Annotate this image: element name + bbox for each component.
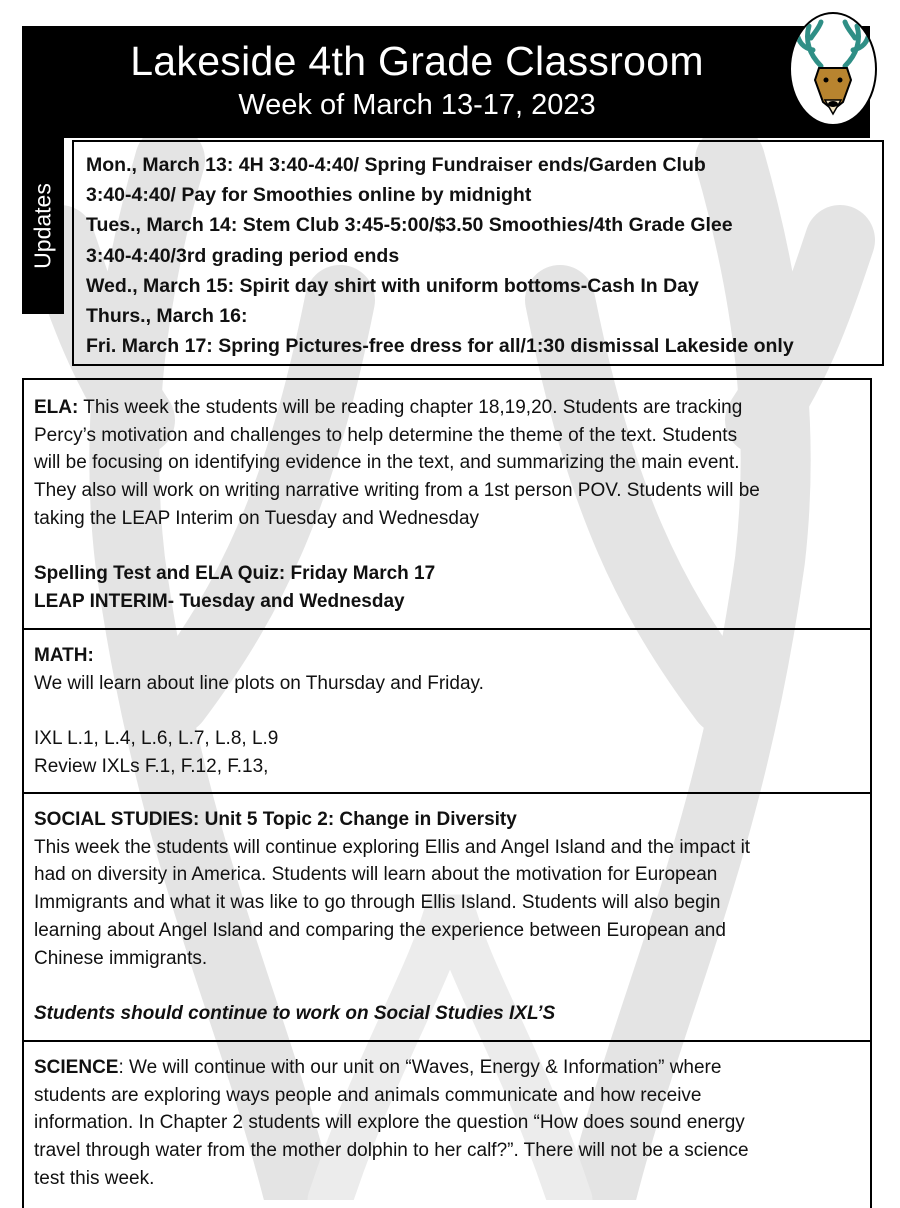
deer-icon <box>791 14 875 124</box>
social-studies-section <box>24 794 870 1042</box>
updates-label: Updates <box>29 183 56 269</box>
ss-text-line: This week the students will continue exploring Ellis and Angel Island and the impact it <box>34 836 751 858</box>
header-banner <box>22 26 870 138</box>
science-label: SCIENCE <box>34 1057 119 1078</box>
ela-text-line: Percy’s motivation and challenges to help determine the theme of the text. Students <box>34 424 738 446</box>
ela-spelling-test: Spelling Test and ELA Quiz: Friday March 17 <box>34 563 436 585</box>
ss-ixl-note: Students should continue to work on Social Studies IXL’S <box>34 1002 556 1024</box>
week-subtitle: Week of March 13-17, 2023 <box>238 89 596 121</box>
deer-mascot-logo <box>789 12 877 126</box>
update-line: Wed., March 15: Spirit day shirt with uniform bottoms-Cash In Day <box>86 274 699 297</box>
update-line: Mon., March 13: 4H 3:40-4:40/ Spring Fundraiser ends/Garden Club <box>86 154 706 176</box>
science-text-line: travel through water from the mother dolphin to her calf?”. There will not be a science <box>34 1140 749 1162</box>
ela-text-line: They also will work on writing narrative writing from a 1st person POV. Students will be <box>34 480 760 502</box>
update-line: Fri. March 17: Spring Pictures-free dress for all/1:30 dismissal Lakeside only <box>86 335 794 358</box>
math-label: MATH: <box>34 645 94 666</box>
ela-label: ELA: <box>34 397 79 418</box>
science-text-line: : We will continue with our unit on “Waves, Energy & Information” where <box>118 1057 722 1078</box>
math-section <box>24 630 870 794</box>
update-line: 3:40-4:40/ Pay for Smoothies online by midnight <box>86 184 532 207</box>
updates-tab <box>22 138 64 314</box>
ela-text-line: This week the students will be reading chapter 18,19,20. Students are tracking <box>78 397 743 418</box>
update-line: Thurs., March 16: <box>86 305 248 328</box>
update-line: 3:40-4:40/3rd grading period ends <box>86 244 400 267</box>
updates-box <box>72 140 884 366</box>
ela-text-line: will be focusing on identifying evidence in the text, and summarizing the main event. <box>34 452 740 474</box>
update-line: Tues., March 14: Stem Club 3:45-5:00/$3.50 Smoothies/4th Grade Glee <box>86 214 733 237</box>
ela-leap-interim: LEAP INTERIM- Tuesday and Wednesday <box>34 590 405 612</box>
math-ixl-list: IXL L.1, L.4, L.6, L.7, L.8, L.9 <box>34 728 279 750</box>
ss-text-line: Immigrants and what it was like to go through Ellis Island. Students will also begin <box>34 892 721 914</box>
subjects-table <box>22 378 872 1208</box>
math-text-line: We will learn about line plots on Thursday and Friday. <box>34 672 484 694</box>
science-section <box>24 1042 870 1203</box>
page-title: Lakeside 4th Grade Classroom <box>130 38 704 84</box>
science-text-line: students are exploring ways people and animals communicate and how receive <box>34 1084 702 1106</box>
ela-section <box>24 380 870 630</box>
ss-text-line: Chinese immigrants. <box>34 947 208 969</box>
math-review-ixl: Review IXLs F.1, F.12, F.13, <box>34 755 269 777</box>
science-text-line: test this week. <box>34 1167 155 1189</box>
social-studies-label: SOCIAL STUDIES: Unit 5 Topic 2: Change in Diversity <box>34 809 517 830</box>
ela-text-line: taking the LEAP Interim on Tuesday and Wednesday <box>34 507 480 529</box>
science-text-line: information. In Chapter 2 students will explore the question “How does sound energy <box>34 1112 745 1134</box>
ss-text-line: had on diversity in America. Students will learn about the motivation for European <box>34 864 718 886</box>
ss-text-line: learning about Angel Island and comparing the experience between European and <box>34 919 726 941</box>
